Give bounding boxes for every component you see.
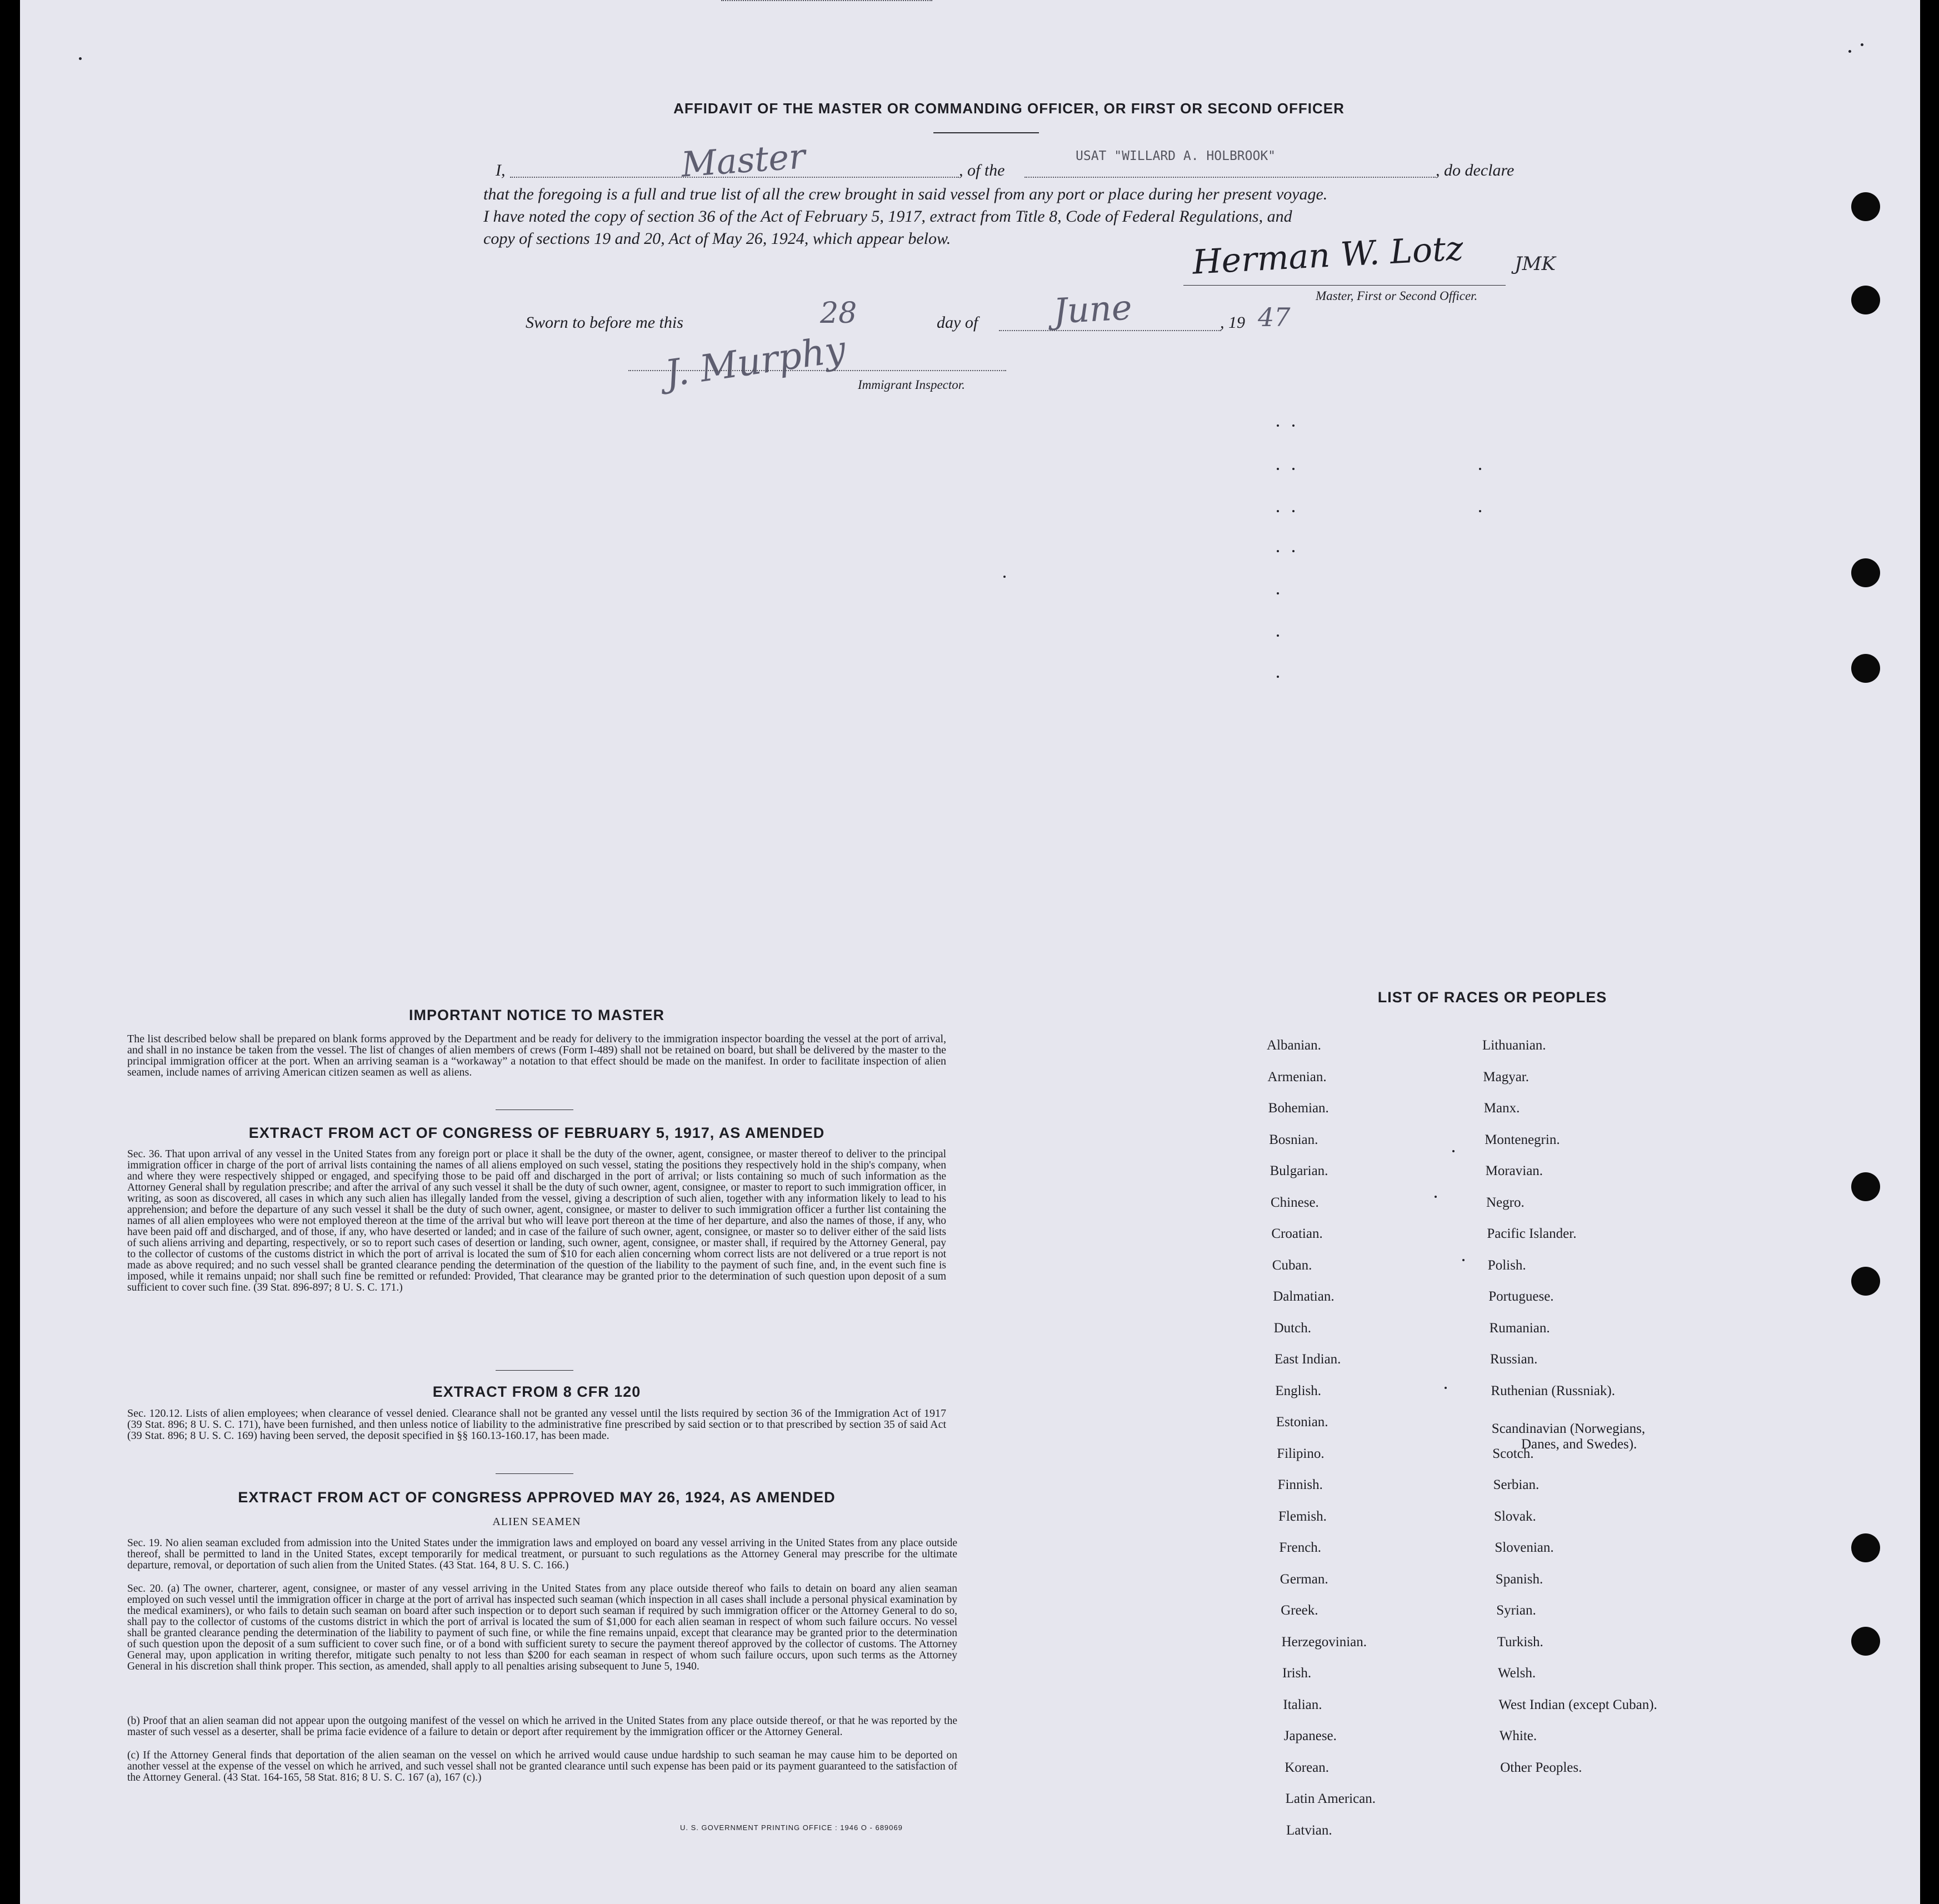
punch-hole: [1851, 558, 1880, 587]
race-item: Dutch.: [1273, 1320, 1311, 1336]
race-item: Russian.: [1490, 1352, 1538, 1367]
do-declare-label: , do declare: [1436, 161, 1515, 179]
race-item: Syrian.: [1496, 1603, 1536, 1618]
races-title: LIST OF RACES OR PEOPLES: [1377, 989, 1607, 1006]
race-item: Magyar.: [1483, 1069, 1530, 1085]
year-prefix: , 19: [1220, 313, 1245, 332]
printer-line: U. S. GOVERNMENT PRINTING OFFICE : 1946 O - 689069: [680, 1823, 903, 1832]
race-item: Chinese.: [1271, 1195, 1319, 1210]
speck: [1277, 468, 1279, 470]
race-item: Danes, and Swedes).: [1521, 1437, 1637, 1452]
inspector-line: [628, 370, 1006, 371]
punch-hole: [1851, 192, 1880, 221]
speck: [1277, 592, 1279, 594]
race-item: Irish.: [1282, 1666, 1312, 1681]
race-item: Slovak.: [1494, 1508, 1536, 1524]
punch-hole: [1851, 1627, 1880, 1656]
race-item: Flemish.: [1278, 1508, 1327, 1524]
race-item: Slovenian.: [1495, 1540, 1554, 1555]
race-item: Bosnian.: [1269, 1132, 1318, 1147]
race-item: Ruthenian (Russniak).: [1491, 1383, 1615, 1398]
race-item: French.: [1279, 1540, 1322, 1555]
extract-1917-body: Sec. 36. That upon arrival of any vessel in the United States from any foreign port or place it shall be the duty of the owner, agent, consignee, or master thereof to deliver to the principal immigration officer in charge of the port of arrival lists containing the names of all aliens employed on such vessel, stating the positions they respectively hold in the ship's company, when and where they were respectively shipped or engaged, and specifying those to be paid off and discharged in the port of arrival; or lists containing so much of such information as the Attorney General shall by regulation prescribe; and after the arrival of any such vessel it shall be the duty of such owner, agent, consignee, or master to report to such immigration officer, in writing, as soon as discovered, all cases in which any such alien has illegally landed from the vessel, giving a description of such alien, together with any information likely to lead to his apprehension; and before the departure of any such vessel it shall be the duty of such owner, agent, consignee, or master to deliver to such immigration officer a further list containing the names of all alien employees who were not employed thereon at the time of the arrival but who will leave port thereon at the time of her departure, and also the names of those, if any, who have been paid off and discharged, and of those, if any, who have deserted or landed; and in case of the failure of such owner, agent, consignee, or master so to deliver either of the said lists of such aliens arriving and departing, respectively, or so to report such cases of desertion or landing, such owner, agent, consignee, or master shall, if required by the Attorney General, pay to the collector of customs of the customs district in which the port of arrival is located the sum of $10 for each alien concerning whom correct lists are not delivered or a true report is not made as above required; and no such vessel shall be granted clearance pending the determination of the question of the liability to the payment of such fine, and, in the event such fine is imposed, while it remains unpaid; nor shall such fine be remitted or refunded: Provided, That clearance may be granted prior to the determination of such question upon deposit of a sum sufficient to cover such fine. (39 Stat. 896-897; 8 U. S. C. 171.): [127, 1148, 946, 1293]
sec-20b: (b) Proof that an alien seaman did not appear upon the outgoing manifest of the vessel on which he arrived in the United States from any place outside thereof, or that he was reported by the master of such vessel as a deserter, shall be prima facie evidence of a failure to detain or deport after requirement by the immigration officer or the Attorney General.: [127, 1715, 957, 1738]
sworn-month: June: [1052, 287, 1133, 332]
race-item: Scandinavian (Norwegians,: [1491, 1421, 1646, 1436]
race-item: English.: [1275, 1383, 1322, 1398]
notice-title: IMPORTANT NOTICE TO MASTER: [409, 1007, 664, 1023]
speck: [1277, 424, 1279, 427]
race-item: Lithuanian.: [1482, 1038, 1546, 1053]
speck: [1435, 1196, 1437, 1198]
race-item: Latvian.: [1286, 1822, 1332, 1838]
name-handwritten: Master: [679, 136, 807, 185]
vessel-field-line: [1025, 177, 1436, 178]
speck: [1277, 676, 1279, 678]
speck: [1003, 576, 1006, 578]
punch-hole: [1851, 1267, 1880, 1296]
race-item: Bulgarian.: [1270, 1163, 1328, 1178]
notice-body: The list described below shall be prepared on blank forms approved by the Department and be ready for delivery to the immigration inspector boarding the vessel at the port of arrival, and shall in no instance be taken from the vessel. The list of changes of alien members of crews (Form I-489) shall not be retained on board, but shall be delivered by the master to the principal immigration officer at the port. When an arriving seaman is a “workaway” a notation to that effect should be made on the manifest. In order to facilitate inspection of alien seamen, include names of arriving American citizen seamen as well as aliens.: [127, 1033, 946, 1078]
extract-1924-title: EXTRACT FROM ACT OF CONGRESS APPROVED MAY 26, 1924, AS AMENDED: [238, 1489, 836, 1506]
race-item: Pacific Islander.: [1487, 1226, 1577, 1241]
sec-20c: (c) If the Attorney General finds that deportation of the alien seaman on the vessel on which he arrived would cause undue hardship to such seaman he may cause him to be deported on another vessel at the expense of the vessel on which he arrived, and such vessel shall not be granted clearance until such expense has been paid or its payment guaranteed to the satisfaction of the Attorney General. (43 Stat. 164-165, 58 Stat. 816; 8 U. S. C. 167 (a), 167 (c).): [127, 1750, 957, 1783]
race-item: Estonian.: [1276, 1415, 1328, 1430]
speck: [1292, 550, 1295, 552]
vessel-name: USAT "WILLARD A. HOLBROOK": [1076, 149, 1276, 163]
race-item: Dalmatian.: [1273, 1289, 1335, 1304]
race-item: Manx.: [1483, 1101, 1520, 1116]
day-of-label: day of: [937, 313, 978, 332]
race-item: Rumanian.: [1489, 1320, 1550, 1336]
extract-cfr-body: Sec. 120.12. Lists of alien employees; when clearance of vessel denied. Clearance shall not be granted any vessel until the lists required by section 36 of the Immigration Act of 1917 (39 Stat. 896; 8 U. S. C. 171), have been furnished, and then unless notice of liability to the administrative fine prescribed by said section or to that prescribed by section 35 of said Act (39 Stat. 896; 8 U. S. C. 169) having been served, the deposit specified in §§ 160.13-160.17, has been made.: [127, 1407, 946, 1442]
sworn-label: Sworn to before me this: [526, 313, 683, 332]
speck: [1848, 50, 1851, 53]
speck: [79, 57, 82, 60]
punch-hole: [1851, 1533, 1880, 1562]
race-item: Armenian.: [1267, 1069, 1327, 1085]
extract-1917-title: EXTRACT FROM ACT OF CONGRESS OF FEBRUARY 5, 1917, AS AMENDED: [248, 1125, 825, 1141]
race-item: Korean.: [1285, 1760, 1330, 1775]
form-page: [20, 0, 1920, 1904]
race-item: Bohemian.: [1268, 1101, 1329, 1116]
title-rule: [933, 132, 1039, 133]
race-item: Spanish.: [1495, 1571, 1543, 1587]
race-item: German.: [1280, 1571, 1328, 1587]
extract-cfr-title: EXTRACT FROM 8 CFR 120: [432, 1383, 641, 1400]
speck: [1277, 634, 1279, 637]
speck: [1479, 468, 1481, 470]
race-item: Greek.: [1281, 1603, 1318, 1618]
speck: [1277, 550, 1279, 552]
race-item: Moravian.: [1485, 1163, 1543, 1178]
race-item: White.: [1499, 1728, 1537, 1743]
i-label: I,: [496, 161, 506, 179]
affidavit-line-4: copy of sections 19 and 20, Act of May 26, 1924, which appear below.: [483, 229, 951, 248]
race-item: Finnish.: [1277, 1477, 1323, 1492]
extract-1924-subtitle: ALIEN SEAMEN: [492, 1516, 581, 1528]
sec-19: Sec. 19. No alien seaman excluded from admission into the United States under the immigration laws and employed on board any vessel arriving in the United States from any place outside thereof, shall be permitted to land in the United States, except temporarily for medical treatment, or pursuant to such regulations as the Attorney General may prescribe for the ultimate departure, removal, or deportation of such alien from the United States. (43 Stat. 164, 8 U. S. C. 166.): [127, 1537, 957, 1571]
sec-20a: Sec. 20. (a) The owner, charterer, agent, consignee, or master of any vessel arriving in the United States from any place outside thereof who fails to detain on board any alien seaman employed on such vessel until the immigration officer in charge at the port of arrival has inspected such seaman (which inspection in all cases shall include a personal physical examination by the medical examiners), or who fails to detain such seaman on board after such inspection or to deport such seaman if required by such immigration officer or the Attorney General to do so, shall pay to the collector of customs of the customs district in which the port of arrival is located the sum of $1,000 for each alien seaman in respect of whom such failure occurs. No vessel shall be granted clearance pending the determination of the liability to payment of such fine, or while the fine remains unpaid, except that clearance may be granted prior to the determination of such question upon the deposit of a sum sufficient to cover such fine, or of a bond with sufficient surety to secure the payment thereof approved by the collector of customs. The Attorney General may, upon application in writing therefor, mitigate such penalty to not less than $200 for each seaman in respect of whom such failure occurs, upon such terms as the Attorney General in his discretion shall think proper. This section, as amended, shall apply to all penalties arising subsequent to June 5, 1940.: [127, 1583, 957, 1672]
signature-caption: Master, First or Second Officer.: [1316, 289, 1478, 303]
of-the-label: , of the: [959, 161, 1005, 179]
race-item: Other Peoples.: [1500, 1760, 1582, 1775]
day-field-line: [721, 0, 932, 1]
race-item: East Indian.: [1275, 1352, 1341, 1367]
race-item: Turkish.: [1497, 1634, 1543, 1650]
sworn-year: 47: [1258, 302, 1291, 332]
sworn-day: 28: [820, 297, 857, 330]
punch-hole: [1851, 1172, 1880, 1201]
race-item: Portuguese.: [1488, 1289, 1554, 1304]
speck: [1462, 1259, 1465, 1261]
section-rule: [496, 1370, 573, 1371]
race-item: Welsh.: [1498, 1666, 1536, 1681]
speck: [1292, 510, 1295, 512]
race-item: Filipino.: [1277, 1446, 1325, 1461]
race-item: Montenegrin.: [1485, 1132, 1560, 1147]
speck: [1292, 424, 1295, 427]
month-field-line: [999, 330, 1221, 331]
inspector-caption: Immigrant Inspector.: [858, 378, 965, 392]
affidavit-title: AFFIDAVIT OF THE MASTER OR COMMANDING OFFICER, OR FIRST OR SECOND OFFICER: [673, 100, 1345, 117]
punch-hole: [1851, 654, 1880, 683]
signature-initials: JMK: [1515, 253, 1556, 275]
affidavit-line-3: I have noted the copy of section 36 of the Act of February 5, 1917, extract from Title 8, Code of Federal Regulations, and: [483, 207, 1292, 226]
speck: [1292, 468, 1295, 470]
inspector-signature: J. Murphy: [662, 327, 848, 396]
race-item: Cuban.: [1272, 1257, 1312, 1273]
speck: [1277, 510, 1279, 512]
punch-hole: [1851, 286, 1880, 314]
master-signature: Herman W. Lotz: [1191, 229, 1465, 282]
signature-line: [1183, 285, 1506, 286]
race-item: Scotch.: [1492, 1446, 1534, 1461]
speck: [1479, 510, 1481, 512]
speck: [1861, 43, 1863, 46]
race-item: Latin American.: [1285, 1791, 1376, 1806]
race-item: Italian.: [1283, 1697, 1322, 1712]
race-item: Serbian.: [1493, 1477, 1540, 1492]
race-item: Polish.: [1487, 1257, 1526, 1273]
race-item: Herzegovinian.: [1281, 1634, 1367, 1650]
race-item: West Indian (except Cuban).: [1498, 1697, 1657, 1712]
race-item: Japanese.: [1283, 1728, 1337, 1743]
affidavit-line-2: that the foregoing is a full and true list of all the crew brought in said vessel from any port or place during her present voyage.: [483, 185, 1328, 203]
race-item: Croatian.: [1271, 1226, 1323, 1241]
section-rule: [496, 1473, 573, 1474]
race-item: Negro.: [1486, 1195, 1525, 1210]
race-item: Albanian.: [1267, 1038, 1321, 1053]
speck: [1452, 1150, 1455, 1152]
speck: [1445, 1387, 1447, 1389]
